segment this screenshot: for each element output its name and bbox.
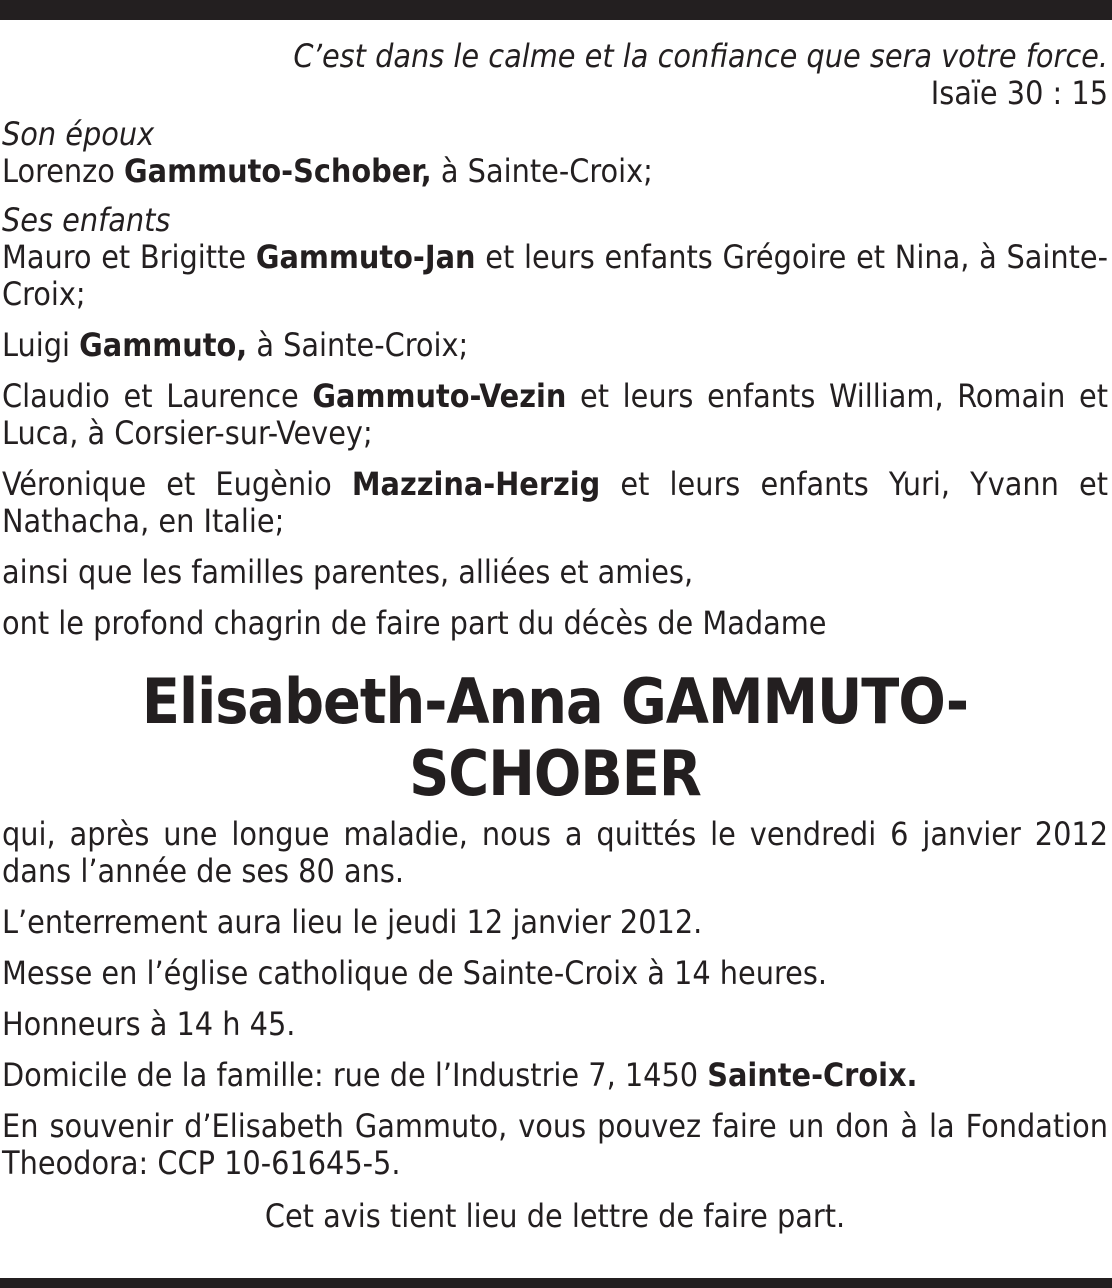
mass-details: Messe en l’église catholique de Sainte-Croix à 14 heures. bbox=[2, 954, 827, 992]
child-names: Véronique et Eugènio bbox=[2, 465, 332, 503]
child-surname: Gammuto-Jan bbox=[255, 238, 476, 276]
child-surname: Mazzina-Herzig bbox=[351, 465, 601, 503]
obituary-notice bbox=[2, 38, 1108, 1235]
child-entry-3 bbox=[2, 378, 1108, 452]
child-details: et leurs enfants Grégoire et Nina, à Sainte-Croix; bbox=[2, 238, 1109, 313]
child-surname: Gammuto, bbox=[79, 326, 248, 364]
announcement-line: ont le profond chagrin de faire part du décès de Madame bbox=[2, 604, 827, 642]
spouse-entry bbox=[2, 153, 1108, 190]
child-names: Claudio et Laurence bbox=[2, 377, 299, 415]
epigraph-quote: C’est dans le calme et la confiance que sera votre force. bbox=[293, 37, 1108, 75]
bottom-rule bbox=[0, 1278, 1112, 1288]
child-names: Mauro et Brigitte bbox=[2, 238, 247, 276]
family-domicile bbox=[2, 1057, 1108, 1094]
child-entry-4 bbox=[2, 466, 1108, 540]
domicile-town: Sainte-Croix. bbox=[707, 1056, 918, 1094]
death-details: qui, après une longue maladie, nous a quittés le vendredi 6 janvier 2012 dans l’année de ses 80 ans. bbox=[2, 815, 1108, 890]
child-surname: Gammuto-Vezin bbox=[312, 377, 567, 415]
honours-details: Honneurs à 14 h 45. bbox=[2, 1005, 296, 1043]
child-names: Luigi bbox=[2, 326, 70, 364]
spouse-place: à Sainte-Croix; bbox=[440, 152, 653, 190]
child-entry-2 bbox=[2, 327, 1108, 364]
top-rule bbox=[0, 0, 1112, 20]
closing-line: Cet avis tient lieu de lettre de faire part. bbox=[264, 1197, 846, 1235]
child-details: à Sainte-Croix; bbox=[256, 326, 469, 364]
child-details: et leurs enfants Yuri, Yvann et Nathacha, en Italie; bbox=[2, 465, 1109, 540]
extended-families: ainsi que les familles parentes, alliées et amies, bbox=[2, 553, 694, 591]
child-details: et leurs enfants William, Romain et Luca, à Corsier-sur-Vevey; bbox=[2, 377, 1109, 452]
donation-details: En souvenir d’Elisabeth Gammuto, vous pouvez faire un don à la Fondation Theodora: CCP 10-61645-5. bbox=[2, 1107, 1108, 1182]
burial-details: L’enterrement aura lieu le jeudi 12 janvier 2012. bbox=[2, 903, 703, 941]
deceased-name: Elisabeth-Anna GAMMUTO-SCHOBER bbox=[141, 665, 969, 810]
spouse-heading: Son époux bbox=[2, 115, 155, 153]
spouse-first-name: Lorenzo bbox=[2, 152, 115, 190]
domicile-address: Domicile de la famille: rue de l’Industrie 7, 1450 bbox=[2, 1056, 699, 1094]
spouse-surname: Gammuto-Schober, bbox=[124, 152, 432, 190]
epigraph-reference: Isaïe 30 : 15 bbox=[930, 74, 1108, 112]
child-entry-1 bbox=[2, 239, 1108, 313]
children-heading: Ses enfants bbox=[2, 201, 171, 239]
